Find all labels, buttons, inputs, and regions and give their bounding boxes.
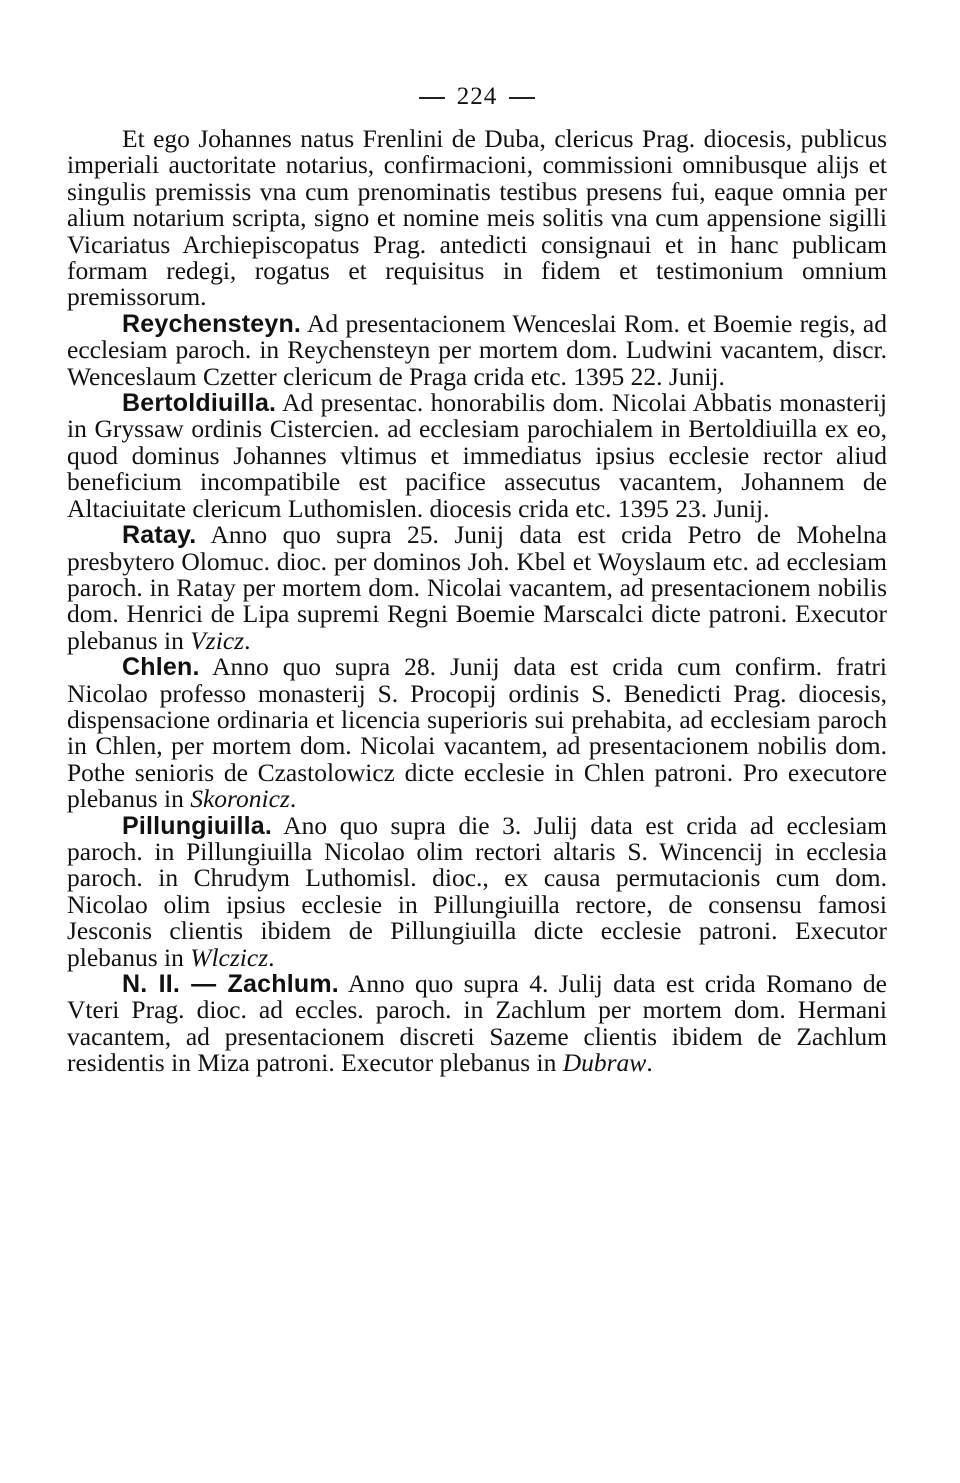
entry-text: Ano quo supra die 3. Julij data est crida ad ecclesiam paroch. in Pillungiuilla Nicolao olim rectori altaris S. Wincencij in ecclesia paroch. in Chrudym Luthomisl. dioc., ex causa permutacionis cum dom. Nicolao olim ipsius ecclesie in Pillungiuilla rectore, de consensu famosi Jesconis clientis ibidem de Pillungiuilla dicte ecclesie patroni. Executor plebanus in — [67, 810, 887, 972]
entry-text: Anno quo supra 28. Junij data est crida cum confirm. fratri Nicolao professo monasterij S. Procopij ordinis S. Benedicti Prag. diocesis, dispensacione ordinaria et licencia superioris sui prehabita, ad ecclesiam paroch in Chlen, per mortem dom. Nicolai vacantem, ad presentacionem nobilis dom. Pothe senioris de Czastolowicz dicte ecclesie in Chlen patroni. Pro executore plebanus in — [67, 652, 887, 814]
entry-heading: Reychensteyn. — [122, 309, 302, 338]
entry-heading: N. II. — Zachlum. — [122, 970, 339, 998]
executor-place: Dubraw — [562, 1048, 647, 1078]
entry-pillungiuilla — [67, 810, 887, 972]
document-page — [67, 82, 887, 1077]
executor-place: Vzicz — [190, 625, 245, 655]
header-rule-right — [509, 97, 535, 99]
entry-reychensteyn — [67, 308, 887, 391]
entry-tail: . — [244, 625, 251, 655]
executor-place: Wlczicz — [190, 942, 269, 972]
entry-zachlum — [67, 971, 887, 1077]
entry-text: Ad presentac. honorabilis dom. Nicolai Abbatis monasterij in Gryssaw ordinis Cistercien. ad ecclesiam parochialem in Bertoldiuilla ex eo, quod dominus Johannes vltimus et immediatus ipsius ecclesie rector aliud beneficium incompatibile est pacifice assecutus vacantem, Johannem de Altaciuitate clericum Luthomislen. diocesis crida etc. 1395 23. Junij. — [67, 388, 887, 523]
entry-text: Anno quo supra 4. Julij data est crida Romano de Vteri Prag. dioc. ad eccles. paroch. in Zachlum per mortem dom. Hermani vacantem, ad presentacionem discreti Sazeme clientis ibidem de Zachlum residentis in Miza patroni. Executor plebanus in — [67, 969, 887, 1078]
notary-paragraph — [67, 126, 887, 311]
entry-heading: Bertoldiuilla. — [122, 389, 277, 418]
page-header — [67, 82, 887, 126]
entry-chlen — [67, 654, 887, 812]
header-rule-left — [419, 97, 445, 99]
entry-tail: . — [646, 1048, 653, 1078]
entry-heading: Chlen. — [122, 653, 200, 682]
entry-text: Ad presentacionem Wenceslai Rom. et Boemie regis, ad ecclesiam paroch. in Reychensteyn per mortem dom. Ludwini vacantem, discr. Wenceslaum Czetter clericum de Praga crida etc. 1395 22. Junij. — [67, 308, 887, 391]
executor-place: Skoronicz — [190, 784, 290, 814]
entry-tail: . — [289, 784, 297, 814]
notary-paragraph-text: Et ego Johannes natus Frenlini de Duba, clericus Prag. diocesis, publicus imperiali auctoritate notarius, confirmacioni, commissioni omnibusque alijs et singulis premissis vna cum prenominatis testibus presens fui, eaque omnia per alium notarium scripta, signo et nomine meis solitis vna cum appensione sigilli Vicariatus Archiepiscopatus Prag. antedicti consignaui et in hanc publicam formam redegi, rogatus et requisitus in fidem et testimonium omnium premissorum. — [67, 124, 887, 312]
entry-heading: Ratay. — [122, 521, 197, 550]
entry-bertoldiuilla — [67, 390, 887, 522]
entry-text: Anno quo supra 25. Junij data est crida Petro de Mohelna presbytero Olomuc. dioc. per dominos Joh. Kbel et Woyslaum etc. ad ecclesiam paroch. in Ratay per mortem dom. Nicolai vacantem, ad presentacionem nobilis dom. Henrici de Lipa supremi Regni Boemie Marscalci dicte patroni. Executor plebanus in — [67, 520, 887, 655]
entry-ratay — [67, 522, 887, 654]
entry-tail: . — [268, 942, 275, 972]
entry-heading: Pillungiuilla. — [122, 811, 273, 840]
page-number: 224 — [456, 83, 498, 110]
